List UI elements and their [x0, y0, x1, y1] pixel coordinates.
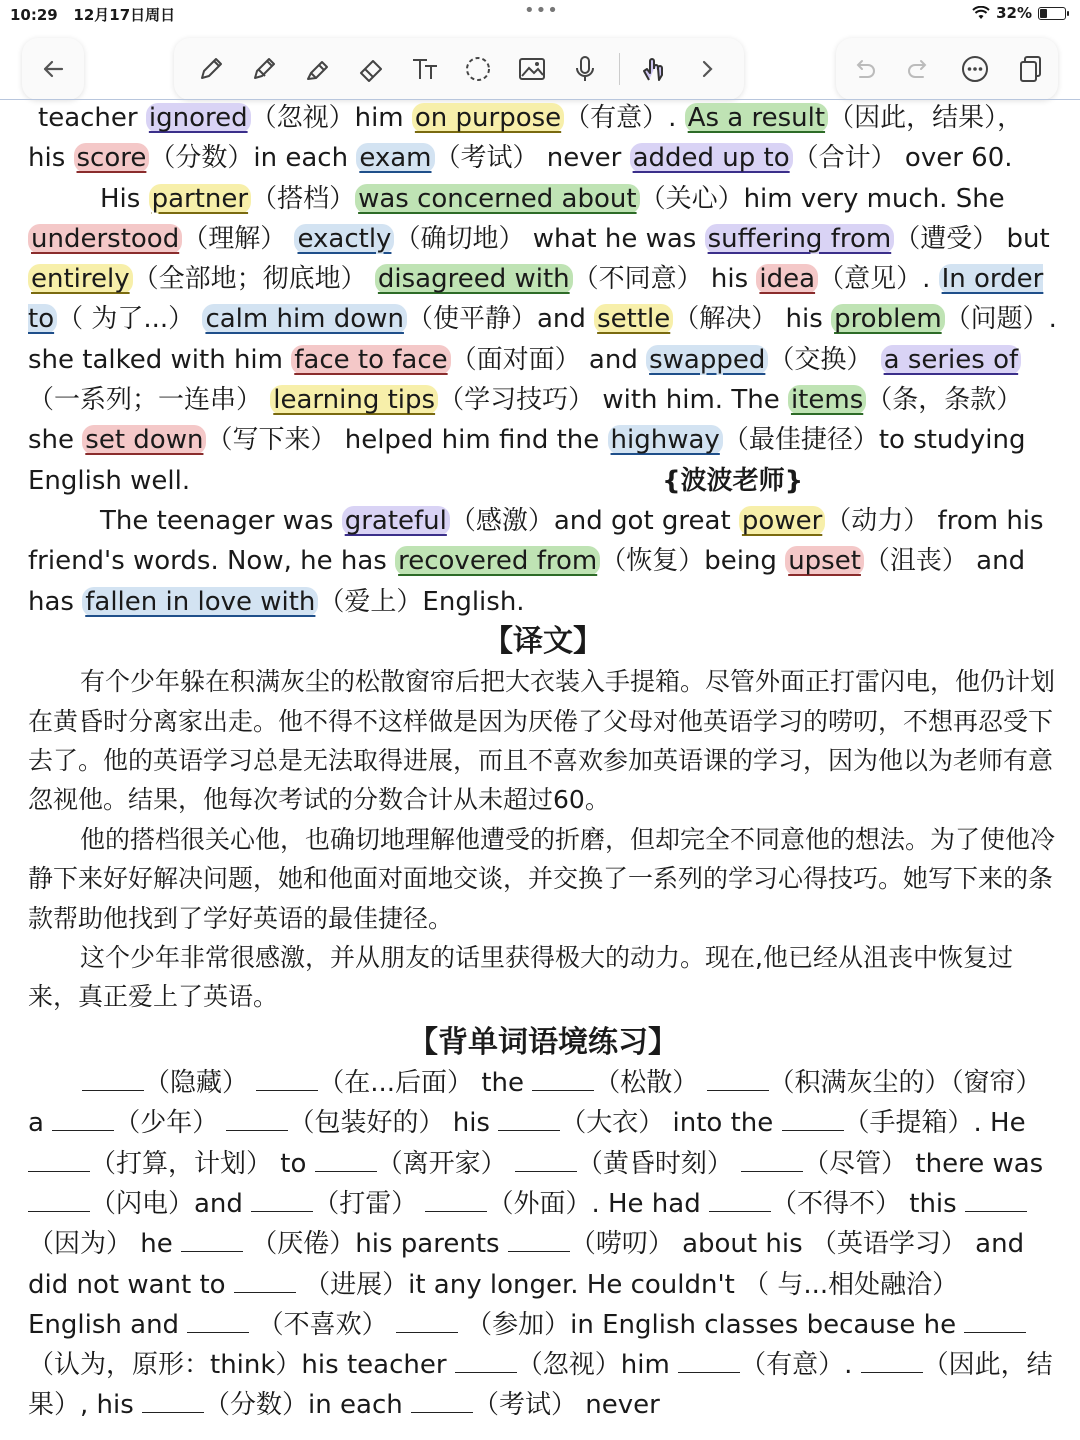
translation-heading: 【译文】: [483, 623, 603, 659]
vocab-highlight: settle: [594, 304, 673, 334]
lasso-icon: [462, 53, 494, 85]
fill-blank[interactable]: [709, 1191, 771, 1212]
passage-paragraph-3: The teenager was grateful （感激）and got great power （动力） from his friend's words. Now, he has recovered from （恢复）being upset （沮丧） and has fallen in love with （爱上）English.: [28, 505, 1044, 617]
fill-blank[interactable]: [508, 1231, 570, 1252]
pages-icon: [1014, 53, 1046, 85]
fill-blank[interactable]: [396, 1312, 458, 1333]
vocab-highlight: upset: [785, 546, 864, 576]
touch-icon: [638, 53, 670, 85]
vocab-highlight: grateful: [342, 506, 450, 536]
vocab-highlight: items: [788, 385, 866, 415]
translation-section: [28, 662, 1058, 1017]
status-time: 10:29 12月17日周日: [10, 6, 176, 24]
fill-blank[interactable]: [707, 1070, 769, 1091]
vocab-highlight: learning tips: [270, 385, 438, 415]
fill-blank[interactable]: [28, 1191, 90, 1212]
vocab-highlight: understood: [28, 224, 182, 254]
text-tool-button[interactable]: [405, 49, 445, 89]
toolbar-separator: [619, 53, 620, 85]
vocab-highlight: partner: [149, 184, 251, 214]
vocab-highlight: on purpose: [412, 103, 564, 133]
vocab-highlight: score: [74, 143, 150, 173]
translation-paragraph: 有个少年躲在积满灰尘的松散窗帘后把大衣装入手提箱。尽管外面正打雷闪电，他仍计划在黄昏时分离家出走。他不得不这样做是因为厌倦了父母对他英语学习的唠叨，不想再忍受下去了。他的英语学习总是无法取得进展，而且不喜欢参加英语课的学习，因为他以为老师有意忽视他。结果，他每次考试的分数合计从未超过60。: [28, 667, 1056, 815]
fill-blank[interactable]: [28, 1151, 90, 1172]
fill-blank[interactable]: [782, 1110, 844, 1131]
translation-paragraph: 他的搭档很关心他，也确切地理解他遭受的折磨，但却完全不同意他的想法。为了使他冷静下来好好解决问题，她和他面对面地交谈，并交换了一系列的学习心得技巧。她写下来的条款帮助他找到了学好英语的最佳捷径。: [28, 824, 1056, 933]
action-toolbar: [836, 38, 1058, 100]
fill-blank[interactable]: [411, 1392, 473, 1413]
vocab-highlight: entirely: [28, 264, 133, 294]
pages-button[interactable]: [1010, 49, 1050, 89]
lasso-tool-button[interactable]: [458, 49, 498, 89]
vocab-highlight: disagreed with: [375, 264, 573, 294]
vocab-highlight: face to face: [291, 345, 450, 375]
back-arrow-icon: [37, 53, 69, 85]
pen-icon: [195, 53, 227, 85]
more-icon: [959, 53, 991, 85]
undo-button[interactable]: [844, 49, 884, 89]
status-date: 12月17日周日: [73, 6, 176, 24]
fill-blank[interactable]: [678, 1352, 740, 1373]
eraser-tool-button[interactable]: [351, 49, 391, 89]
fill-blank[interactable]: [142, 1392, 204, 1413]
back-button[interactable]: [33, 49, 73, 89]
vocab-highlight: set down: [82, 425, 206, 455]
fill-blank[interactable]: [515, 1151, 577, 1172]
image-icon: [516, 53, 548, 85]
redo-icon: [903, 53, 935, 85]
fill-blank[interactable]: [226, 1110, 288, 1131]
author-signature: {波波老师}: [662, 465, 804, 496]
multitasking-dots[interactable]: •••: [524, 0, 559, 21]
vocab-highlight: suffering from: [705, 224, 895, 254]
highlighter-icon: [302, 53, 334, 85]
vocab-highlight: As a result: [685, 103, 828, 133]
fill-blank[interactable]: [181, 1231, 243, 1252]
highlighter-tool-button[interactable]: [298, 49, 338, 89]
fill-blank[interactable]: [187, 1312, 249, 1333]
fill-blank[interactable]: [861, 1352, 923, 1373]
mic-tool-button[interactable]: [565, 49, 605, 89]
undo-icon: [848, 53, 880, 85]
image-tool-button[interactable]: [512, 49, 552, 89]
practice-heading: 【背单词语境练习】: [408, 1024, 678, 1060]
touch-tool-button[interactable]: [634, 49, 674, 89]
passage-paragraph-2: His partner （搭档） was concerned about （关心）him very much. She understood （理解） exactly （确切地） what he was suffering from （遭受） but entirely （全部地；彻底地） disagreed with （不同意） his idea （意见）. In order to （ 为了...） calm him down （使平静）and settle （解决） his problem （问题）. she talked with him face to face （面对面） and swapped （交换） a series of（一系列；一连串） learning tips （学习技巧） with him. The items （条，条款） she set down （写下来） helped him find the highway （最佳捷径）to studying English well. {波波老师}: [28, 179, 1058, 501]
marker-tool-button[interactable]: [244, 49, 284, 89]
fill-blank[interactable]: [234, 1272, 296, 1293]
translation-paragraph: 这个少年非常很感激，并从朋友的话里获得极大的动力。现在,他已经从沮丧中恢复过来，真正爱上了英语。: [28, 943, 1013, 1012]
vocab-highlight: idea: [756, 264, 818, 294]
fill-blank[interactable]: [455, 1352, 517, 1373]
passage-paragraph-1: teacher ignored （忽视）him on purpose （有意）. As a result （因此，结果），his score （分数）in each exam （考试） never added up to （合计） over 60.: [28, 103, 1024, 174]
back-toolbar: [22, 38, 84, 100]
more-tools-button[interactable]: [687, 49, 727, 89]
vocab-highlight: In order to: [28, 264, 1044, 335]
vocab-highlight: fallen in love with: [82, 587, 318, 617]
battery-level: [1040, 9, 1047, 18]
vocab-highlight: added up to: [630, 143, 793, 173]
vocab-highlight: exactly: [294, 224, 394, 254]
fill-blank[interactable]: [532, 1070, 594, 1091]
text-icon: [409, 53, 441, 85]
wifi-icon: [972, 6, 990, 20]
marker-icon: [248, 53, 280, 85]
vocab-highlight: power: [739, 506, 825, 536]
battery-percent: 32%: [996, 4, 1032, 22]
fill-blank[interactable]: [964, 1312, 1026, 1333]
fill-blank[interactable]: [498, 1110, 560, 1131]
fill-blank[interactable]: [741, 1151, 803, 1172]
note-page[interactable]: [28, 98, 1058, 1440]
fill-blank[interactable]: [256, 1070, 318, 1091]
more-button[interactable]: [955, 49, 995, 89]
vocab-highlight: calm him down: [202, 304, 407, 334]
fill-blank[interactable]: [315, 1151, 377, 1172]
fill-blank[interactable]: [82, 1070, 144, 1091]
chevron-right-icon: [691, 53, 723, 85]
vocab-highlight: a series of: [881, 345, 1022, 375]
drawing-toolbar: [174, 38, 744, 100]
pen-tool-button[interactable]: [191, 49, 231, 89]
vocab-highlight: highway: [608, 425, 723, 455]
eraser-icon: [355, 53, 387, 85]
redo-button[interactable]: [899, 49, 939, 89]
vocab-highlight: recovered from: [395, 546, 600, 576]
practice-paragraph: （隐藏） （在...后面） the （松散） （积满灰尘的）（窗帘） a （少年） （包装好的） his （大衣） into the （手提箱）. He （打算，计划） to （离开家） （黄昏时刻） （尽管） there was （闪电）and （打雷） （外面）. He had （不得不） this （因为） he （厌倦）his parents （唠叨） about his （英语学习） and did not want to （进展）it any longer. He couldn't （ 与...相处融洽） English and （不喜欢） （参加）in English classes because he （认为，原形：think）his teacher （忽视）him （有意）. （因此，结果）, his （分数）in each （考试） never: [28, 1068, 1053, 1421]
vocab-highlight: exam: [356, 143, 434, 173]
status-bar: [0, 0, 1080, 28]
mic-icon: [569, 53, 601, 85]
vocab-highlight: swapped: [646, 345, 768, 375]
fill-blank[interactable]: [251, 1191, 313, 1212]
fill-blank[interactable]: [965, 1191, 1027, 1212]
battery-icon: [1038, 7, 1066, 20]
vocab-highlight: problem: [831, 304, 945, 334]
fill-blank[interactable]: [52, 1110, 114, 1131]
vocab-highlight: ignored: [146, 103, 251, 133]
fill-blank[interactable]: [425, 1191, 487, 1212]
vocab-highlight: was concerned about: [355, 184, 639, 214]
